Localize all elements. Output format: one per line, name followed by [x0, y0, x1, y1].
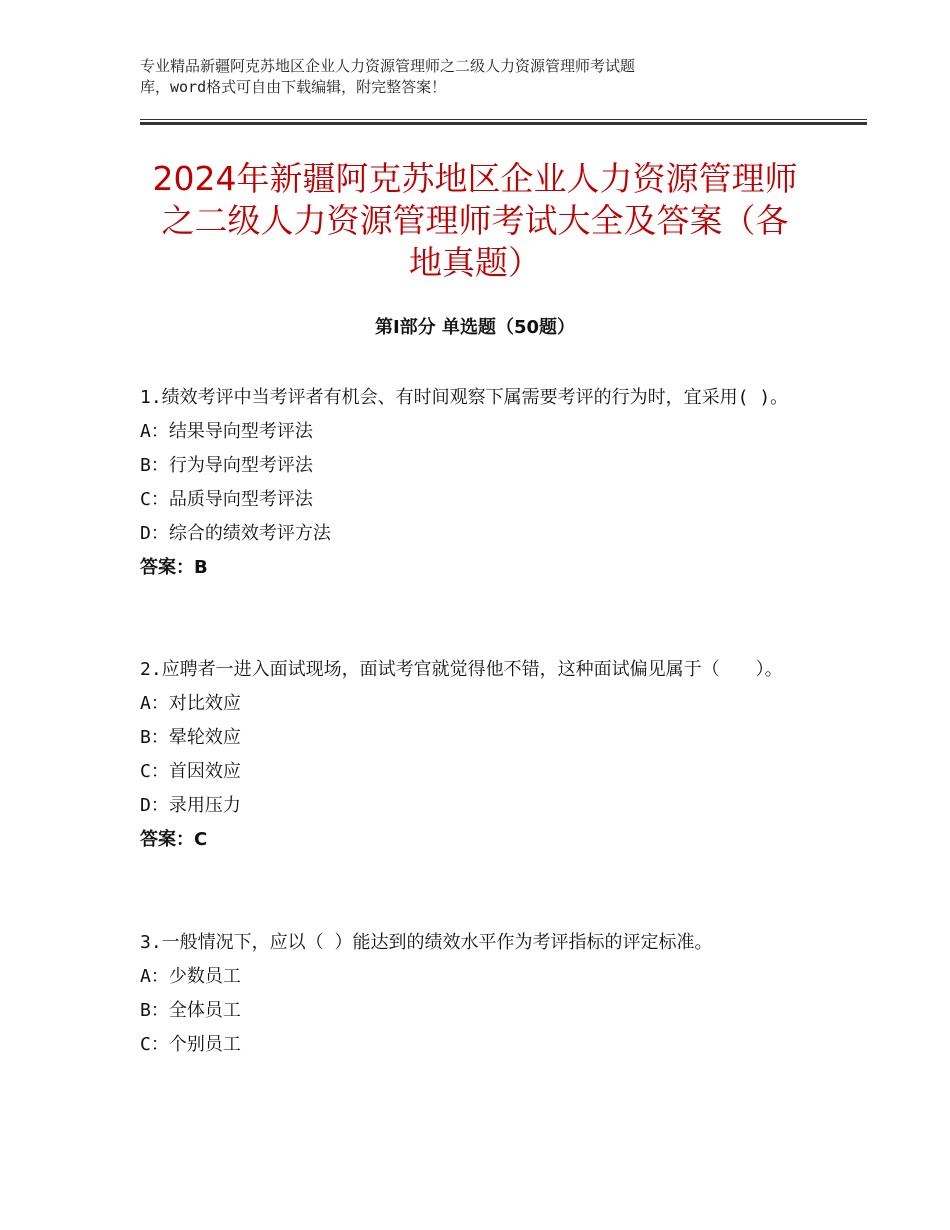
option-b: B：行为导向型考评法 — [140, 455, 313, 476]
option-d: D：综合的绩效考评方法 — [140, 523, 331, 544]
document-title: 2024年新疆阿克苏地区企业人力资源管理师 之二级人力资源管理师考试大全及答案（各 地真题） — [152, 159, 798, 282]
option-c: C：首因效应 — [140, 761, 241, 782]
option-b: B：全体员工 — [140, 1000, 241, 1021]
option-b: B：晕轮效应 — [140, 727, 241, 748]
question-stem: 1.绩效考评中当考评者有机会、有时间观察下属需要考评的行为时，宜采用( )。 — [140, 387, 789, 408]
question-2 — [140, 653, 800, 857]
option-a: A：对比效应 — [140, 693, 241, 714]
header-divider-thick — [140, 122, 867, 125]
option-a: A：少数员工 — [140, 966, 241, 987]
option-a: A：结果导向型考评法 — [140, 421, 313, 442]
header-divider-thin — [140, 119, 867, 120]
answer-label: 答案：C — [140, 829, 208, 850]
question-1 — [140, 381, 800, 585]
section-title: 第Ⅰ部分 单选题（50题） — [374, 317, 575, 338]
question-stem: 3.一般情况下，应以（ ）能达到的绩效水平作为考评指标的评定标准。 — [140, 932, 713, 953]
question-3 — [140, 926, 800, 1062]
option-d: D：录用压力 — [140, 795, 241, 816]
option-c: C：个别员工 — [140, 1034, 241, 1055]
option-c: C：品质导向型考评法 — [140, 489, 313, 510]
answer-label: 答案：B — [140, 557, 208, 578]
question-stem: 2.应聘者一进入面试现场，面试考官就觉得他不错，这种面试偏见属于（ ）。 — [140, 659, 783, 680]
header-note: 专业精品新疆阿克苏地区企业人力资源管理师之二级人力资源管理师考试题 库，word格式可自由下载编辑，附完整答案！ — [140, 57, 636, 96]
